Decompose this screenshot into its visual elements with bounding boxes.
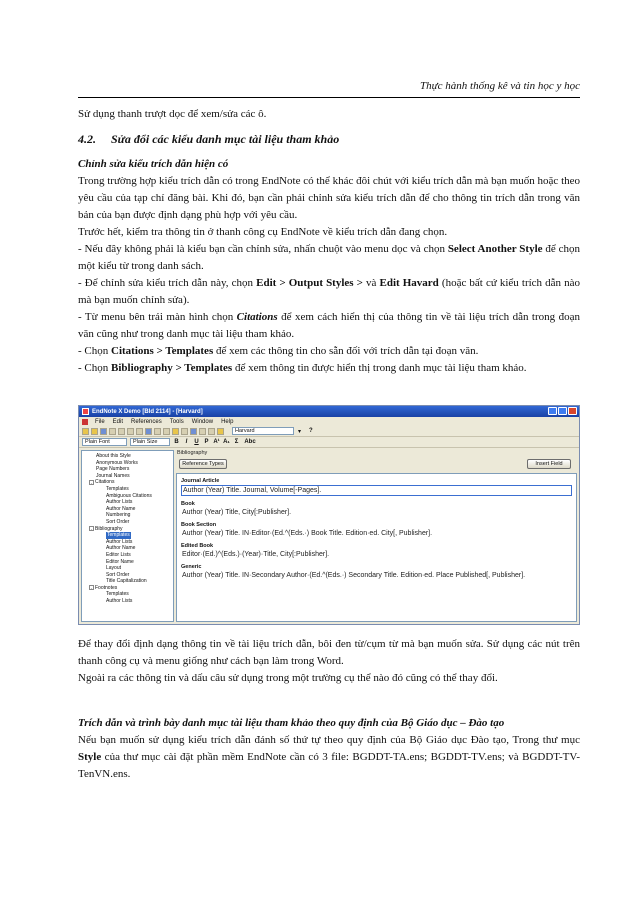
- tree-item-label: Author Name: [106, 545, 136, 552]
- window-titlebar: [79, 406, 579, 417]
- template-text[interactable]: Author (Year) Title. IN·Secondary Author·(Ed.^(Eds.·) Secondary Title. Edition·ed. Place Published[, Publisher].: [182, 572, 526, 579]
- new-icon[interactable]: [82, 428, 89, 435]
- menu-file[interactable]: File: [95, 418, 105, 425]
- collapse-icon[interactable]: -: [90, 479, 93, 485]
- tree-item[interactable]: [83, 591, 172, 598]
- editor-tab[interactable]: Bibliography: [177, 450, 208, 456]
- bullet-strong: Citations: [236, 311, 278, 323]
- undo-icon[interactable]: [136, 428, 143, 435]
- tree-item-label: Citations: [95, 479, 115, 486]
- tree-item[interactable]: [83, 565, 172, 572]
- tree-item-label: Author Lists: [106, 538, 133, 545]
- maximize-icon[interactable]: [558, 407, 567, 415]
- tree-item-label: Anonymous Works: [96, 459, 138, 466]
- section-number: 4.2.: [78, 132, 96, 146]
- tree-item-label: Editor Name: [106, 558, 134, 565]
- tree-item-label: Title Capitalization: [106, 578, 147, 585]
- subsection-1-title: Chỉnh sửa kiểu trích dẫn hiện có: [78, 158, 229, 170]
- tree-item[interactable]: [83, 545, 172, 552]
- menu-references[interactable]: References: [131, 418, 162, 425]
- tree-item[interactable]: [83, 506, 172, 513]
- sync-icon[interactable]: [181, 428, 188, 435]
- superscript-button[interactable]: A¹: [213, 439, 220, 445]
- template-entry: [181, 478, 572, 496]
- tree-item[interactable]: [83, 539, 172, 546]
- bullet-text: để xem cách hiển thị của thông tin về tài liệu trích dẫn trong đoạn văn cũng như trong danh mục tài liệu tham khảo.: [78, 311, 580, 340]
- import-icon[interactable]: [199, 428, 206, 435]
- templates-body[interactable]: [176, 473, 577, 622]
- tree-item-label: Ambiguous Citations: [106, 492, 152, 499]
- header-rule: [78, 97, 580, 98]
- case-button[interactable]: Abc: [244, 439, 256, 445]
- save-icon[interactable]: [100, 428, 107, 435]
- tree-item-label: Templates: [106, 591, 129, 598]
- endnote-app-icon: [82, 408, 89, 415]
- paragraph: [78, 732, 580, 783]
- tree-item[interactable]: [83, 512, 172, 519]
- menu-window[interactable]: Window: [191, 418, 214, 425]
- tree-item-label: Author Name: [106, 505, 136, 512]
- tree-item[interactable]: [83, 552, 172, 559]
- bullet-item: [78, 343, 580, 360]
- chevron-down-icon[interactable]: ▾: [298, 428, 302, 435]
- paragraph: Ngoài ra các thông tin và dấu câu sử dụng trong một trường cụ thể nào đó cũng có thể thay đổi.: [78, 672, 498, 684]
- bullet-strong: Edit Havard: [379, 277, 439, 289]
- tree-item[interactable]: [83, 578, 172, 585]
- format-toolbar: [79, 437, 579, 448]
- paragraph: Để thay đổi định dạng thông tin về tài liệu trích dẫn, bôi đen từ/cụm từ mà bạn muốn sửa. Sử dụng các nút trên thanh công cụ và menu giống như cách bạn làm trong Word.: [78, 638, 580, 667]
- reference-type-label: Book Section: [181, 522, 217, 528]
- bullet-item: [78, 275, 580, 309]
- paragraph-strong: Style: [78, 751, 102, 763]
- reference-type-label: Book: [181, 501, 195, 507]
- tree-item-label: Templates: [106, 485, 129, 492]
- italic-button[interactable]: I: [185, 439, 188, 445]
- tree-item[interactable]: [83, 598, 172, 605]
- tree-item[interactable]: [83, 460, 172, 467]
- section-title: Sửa đổi các kiểu danh mục tài liệu tham khảo: [111, 132, 340, 146]
- bullet-item: [78, 309, 580, 343]
- bullet-text: để chọn một kiểu từ trong danh sách.: [78, 243, 581, 272]
- insert-field-button[interactable]: Insert Field: [527, 459, 571, 469]
- tree-item[interactable]: [83, 499, 172, 506]
- window-controls: [548, 407, 577, 415]
- subsection-1: [78, 156, 580, 377]
- section-heading: [78, 132, 580, 147]
- style-tree: [81, 450, 174, 622]
- tree-item[interactable]: [83, 473, 172, 480]
- style-selector[interactable]: Harvard: [232, 427, 294, 435]
- bullet-item: [78, 241, 580, 275]
- bullet-text: - Chọn: [78, 362, 111, 374]
- tree-item-label: Layout: [106, 565, 122, 572]
- symbol-button[interactable]: Σ: [234, 439, 239, 445]
- template-text[interactable]: Author (Year) Title. Journal, Volume[-Pages].: [181, 485, 572, 496]
- paragraph-text: Nếu bạn muốn sử dụng kiểu trích dẫn đánh số thứ tự theo quy định của Bộ Giáo dục Đào tạo, Trong thư mục: [78, 734, 580, 746]
- bullet-text: và: [362, 277, 380, 289]
- subsection-2: [78, 715, 580, 783]
- bullet-text: để xem các thông tin cho sẵn đối với trích dẫn tại đoạn văn.: [213, 345, 479, 357]
- template-entry: [181, 543, 572, 559]
- copy-icon[interactable]: [118, 428, 125, 435]
- reference-type-label: Journal Article: [181, 478, 220, 484]
- paragraph: Trước hết, kiểm tra thông tin ở thanh công cụ EndNote về kiểu trích dẫn đang chọn.: [78, 226, 448, 238]
- work-area: [79, 449, 579, 624]
- bullet-text: - Nếu đây không phải là kiểu bạn cần chỉnh sửa, nhấn chuột vào menu dọc và chọn: [78, 243, 448, 255]
- menu-edit[interactable]: Edit: [112, 418, 124, 425]
- editor-bar: [176, 457, 577, 471]
- window-title: EndNote X Demo [Bld 2114] - [Harvard]: [92, 408, 203, 415]
- tree-item-label: Footnotes: [95, 584, 118, 591]
- subscript-button[interactable]: A₁: [223, 439, 230, 445]
- tree-item[interactable]: [83, 526, 172, 533]
- bullet-strong: Edit > Output Styles >: [256, 277, 363, 289]
- bold-button[interactable]: B: [174, 439, 179, 445]
- find-icon[interactable]: [145, 428, 152, 435]
- main-toolbar: [79, 426, 579, 437]
- minimize-icon[interactable]: [548, 407, 557, 415]
- menu-help[interactable]: Help: [221, 418, 234, 425]
- bullet-text: - Để chỉnh sửa kiểu trích dẫn này, chọn: [78, 277, 257, 289]
- tree-item[interactable]: [83, 572, 172, 579]
- tree-item[interactable]: [83, 585, 172, 592]
- close-icon[interactable]: [568, 407, 577, 415]
- collapse-icon[interactable]: -: [90, 585, 93, 591]
- menu-tools[interactable]: Tools: [169, 418, 184, 425]
- bullet-text: - Chọn: [78, 345, 111, 357]
- cut-icon[interactable]: [109, 428, 116, 435]
- bullet-text: - Từ menu bên trái màn hình chọn: [78, 311, 237, 323]
- tree-item[interactable]: [83, 466, 172, 473]
- tree-item[interactable]: [83, 532, 172, 539]
- format-bibliography-icon[interactable]: [163, 428, 170, 435]
- template-entry: [181, 522, 572, 538]
- bullet-text: (hoặc bất cứ kiểu trích dẫn nào mà bạn muốn chỉnh sửa).: [78, 277, 580, 306]
- paragraph: Trong trường hợp kiểu trích dẫn có trong EndNote có thể khác đôi chút với kiểu trích dẫn mà bạn muốn hoặc theo yêu cầu của tạp chí đăng bài. Khi đó, bạn cần phải chỉnh sửa kiểu trích dẫn để cho thông tin trích dẫn trong văn bản của bạn được định dạng phù hợp với yêu cầu.: [78, 175, 581, 221]
- template-entry: [181, 564, 572, 580]
- intro-line: Sử dụng thanh trượt dọc để xem/sửa các ô.: [78, 108, 267, 120]
- bullet-strong: Select Another Style: [447, 243, 543, 255]
- tree-item[interactable]: [83, 486, 172, 493]
- tree-item-label: Templates: [107, 532, 130, 539]
- paste-icon[interactable]: [127, 428, 134, 435]
- reference-type-label: Generic: [181, 564, 202, 570]
- tree-item-label: Author Lists: [106, 598, 133, 605]
- template-text[interactable]: Author (Year) Title. IN·Editor·(Ed.^(Eds.·) Book Title. Edition·ed. City[, Publisher].: [182, 530, 433, 537]
- folder-icon[interactable]: [217, 428, 224, 435]
- template-text[interactable]: Editor·(Ed.)^(Eds.)·(Year)·Title, City[:Publisher].: [182, 551, 330, 558]
- underline-button[interactable]: U: [194, 439, 199, 445]
- subsection-2-title: Trích dẫn và trình bày danh mục tài liệu tham khảo theo quy định của Bộ Giáo dục – Đào tạo: [78, 717, 505, 729]
- tree-item[interactable]: [83, 519, 172, 526]
- paragraph-text: của thư mục cài đặt phần mềm EndNote cần có 3 file: BGDDT-TA.ens; BGDDT-TV.ens; và BGDDT-TV-TenVN.ens.: [78, 751, 580, 780]
- tree-item[interactable]: [83, 559, 172, 566]
- export-icon[interactable]: [208, 428, 215, 435]
- template-entry: [181, 501, 572, 517]
- endnote-screenshot: [78, 405, 580, 625]
- template-editor: [176, 450, 577, 622]
- tree-item-label: Bibliography: [95, 525, 123, 532]
- tree-item[interactable]: [83, 453, 172, 460]
- tree-item-label: Journal Names: [96, 472, 130, 479]
- online-search-icon[interactable]: [190, 428, 197, 435]
- tree-item-label: Editor Lists: [106, 551, 131, 558]
- menubar: [79, 417, 579, 426]
- running-header: Thực hành thống kê và tin học y học: [420, 80, 580, 92]
- tree-item-label: Sort Order: [106, 518, 130, 525]
- tree-item-label: Numbering: [106, 512, 131, 519]
- tree-item[interactable]: [83, 493, 172, 500]
- insert-citation-icon[interactable]: [154, 428, 161, 435]
- bullet-text: để xem thông tin được hiển thị trong danh mục tài liệu tham khảo.: [232, 362, 527, 374]
- document-icon: [82, 419, 88, 425]
- tree-item-label: Author Lists: [106, 499, 133, 506]
- tree-item[interactable]: [83, 479, 172, 486]
- library-icon[interactable]: [172, 428, 179, 435]
- plain-button[interactable]: P: [204, 439, 209, 445]
- bullet-strong: Citations > Templates: [111, 345, 214, 357]
- size-selector[interactable]: Plain Size: [130, 438, 170, 446]
- reference-types-button[interactable]: Reference Types: [179, 459, 227, 469]
- reference-type-label: Edited Book: [181, 543, 214, 549]
- tree-item-label: About this Style: [96, 453, 131, 459]
- after-screenshot: [78, 636, 580, 687]
- font-selector[interactable]: Plain Font: [82, 438, 127, 446]
- help-icon[interactable]: ?: [309, 428, 313, 434]
- collapse-icon[interactable]: -: [90, 525, 93, 531]
- tree-item-label: Page Numbers: [96, 466, 130, 473]
- bullet-item: [78, 360, 580, 377]
- template-text[interactable]: Author (Year) Title, City[:Publisher].: [182, 509, 292, 516]
- open-icon[interactable]: [91, 428, 98, 435]
- tree-item-label: Sort Order: [106, 571, 130, 578]
- bullet-strong: Bibliography > Templates: [111, 362, 233, 374]
